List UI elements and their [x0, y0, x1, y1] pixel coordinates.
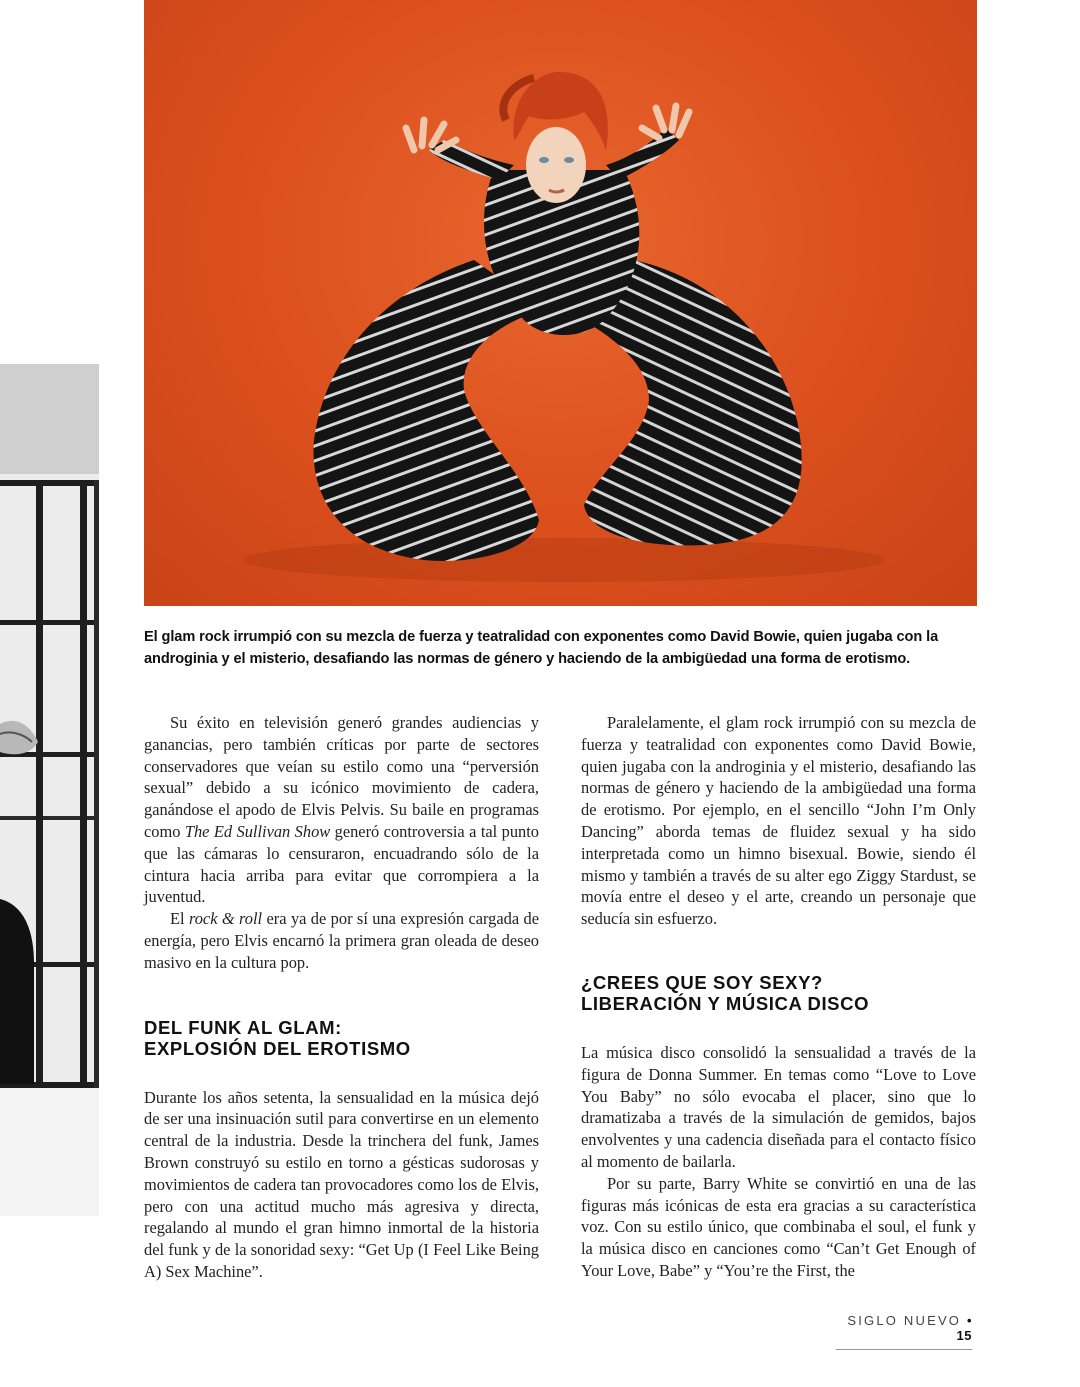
hero-photo: [144, 0, 977, 606]
folio-separator: •: [966, 1313, 972, 1328]
photo-caption: El glam rock irrumpió con su mezcla de fuerza y teatralidad con exponentes como David Bowie, quien jugaba con la androginia y el misterio, desafiando las normas de género y haciendo de la ambigüedad una forma de erotismo.: [144, 629, 939, 667]
text-run: era ya de por sí una expresión cargada de energía, pero Elvis encarnó la primera gran oleada de deseo masivo en la cultura pop.: [144, 909, 539, 972]
heading-line: DEL FUNK AL GLAM:: [144, 1016, 342, 1038]
magazine-name: SIGLO NUEVO: [847, 1313, 962, 1328]
paragraph: Por su parte, Barry White se convirtió en una de las figuras más icónicas de esta era gracias a su característica voz. Con su estilo único, que combinaba el soul, el funk y la música disco en canciones como “Can’t Get Enough of Your Love, Babe” y “You’re the First, the: [581, 1173, 976, 1280]
paragraph: [144, 908, 539, 973]
paragraph: [144, 712, 539, 908]
heading-line: LIBERACIÓN Y MÚSICA DISCO: [581, 992, 870, 1014]
paragraph: Paralelamente, el glam rock irrumpió con su mezcla de fuerza y teatralidad con exponentes como David Bowie, quien jugaba con la androginia y el misterio, desafiando las normas de género y haciendo de la ambigüedad una forma de erotismo. Por ejemplo, en el sencillo “John I’m Only Dancing” aborda temas de fluidez sexual y ha sido interpretada como un himno bisexual. Bowie, siendo él mismo y también a través de su alter ego Ziggy Stardust, se movía entre el deseo y el arte, creando un personaje que seducía sin esfuerzo.: [581, 713, 976, 929]
paragraph: Durante los años setenta, la sensualidad en la música dejó de ser una insinuación sutil para convertirse en un elemento central de la industria. Desde la trinchera del funk, James Brown construyó su estilo en torno a gésticas sudorosas y movimientos de cadera tan provocadores como los de Elvis, pero con una actitud mucho más agresiva y directa, regalando al mundo el gran himno inmortal de la historia del funk y de la sonoridad sexy: “Get Up (I Feel Like Being A) Sex Machine”.: [144, 1087, 539, 1281]
heading-line: EXPLOSIÓN DEL EROTISMO: [144, 1037, 411, 1059]
bowie-figure-illustration: [144, 0, 977, 606]
section-heading: [144, 1017, 539, 1059]
text-run: Su éxito en televisión generó grandes audiencias y ganancias, pero también críticas por parte de sectores conservadores que veían su estilo como una “perversión sexual” debido a su icónico movimiento de cadera, ganándose el apodo de Elvis Pelvis. Su baile en programas como: [144, 713, 539, 841]
text-run: El: [170, 909, 189, 929]
show-title: The Ed Sullivan Show: [184, 821, 331, 841]
article-column-right: [581, 712, 976, 1282]
heading-line: ¿CREES QUE SOY SEXY?: [581, 971, 823, 993]
text-run: generó controversia a tal punto que las cámaras lo censuraron, encuadrando sólo de la cintura hacia arriba para evitar que corrompiera a la juventud.: [144, 821, 539, 907]
genre-term: rock & roll: [188, 909, 263, 929]
section-heading: [581, 972, 976, 1014]
paragraph: La música disco consolidó la sensualidad a través de la figura de Donna Summer. En temas como “Love to Love You Baby” no sólo evocaba el placer, sino que lo dramatizaba a través de la simulación de gemidos, bajos envolventes y una cadencia diseñada para el contacto físico al momento de bailarla.: [581, 1042, 976, 1171]
side-photo-art: [0, 364, 99, 1216]
side-photo: [0, 364, 99, 1216]
page-folio: [836, 1313, 972, 1350]
article-column-left: [144, 712, 539, 1283]
page-number: 15: [956, 1328, 972, 1343]
